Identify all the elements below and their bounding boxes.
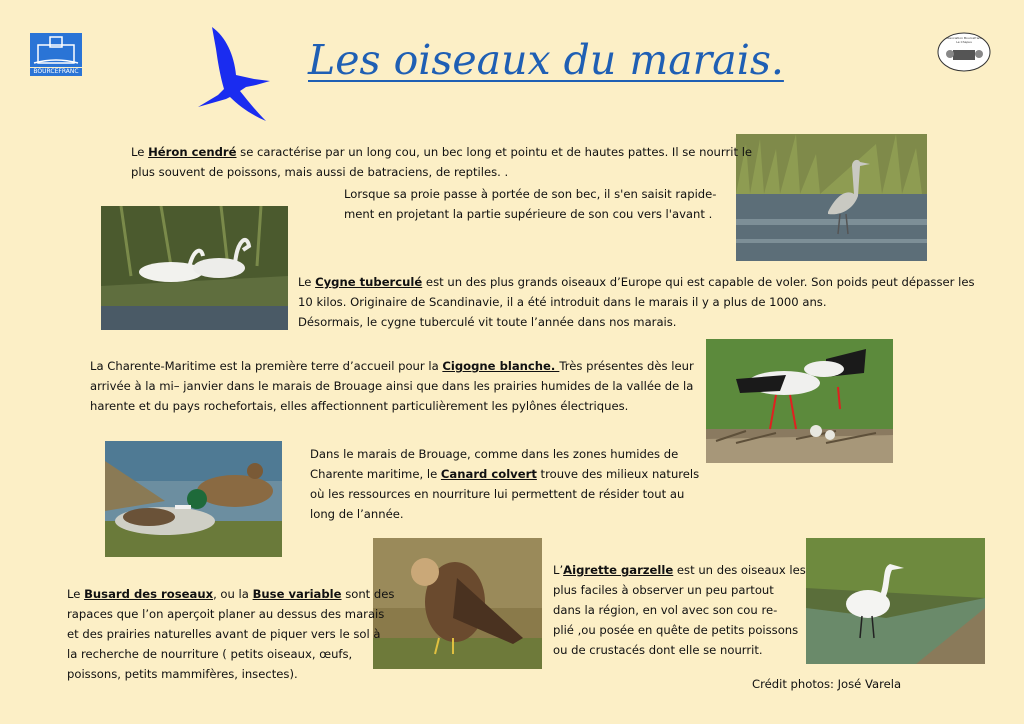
egret-paragraph: L’Aigrette garzelle est un des oiseaux les plus faciles à observer un peu partout dans la région, en vol avec son cou re- plié ,ou posée en quête de petits poissons ou de crustacés dont elle se nourrit.	[553, 563, 806, 657]
heron-paragraph-cont: Lorsque sa proie passe à portée de son bec, il s'en saisit rapide- ment en projetant la partie supérieure de son cou vers l'avant .	[344, 187, 717, 221]
stork-name: Cigogne blanche.	[442, 359, 560, 373]
town-logo-text: BOURCEFRANC	[33, 68, 79, 75]
page-title: Les oiseaux du marais.	[308, 36, 784, 84]
duck-photo	[105, 441, 282, 557]
town-logo	[30, 33, 82, 77]
heron-paragraph: Le Héron cendré se caractérise par un long cou, un bec long et pointu et de hautes pattes. Il se nourrit le plus souvent de poissons, mais aussi de batraciens, de reptiles. .	[131, 145, 753, 179]
association-logo	[937, 32, 991, 72]
harrier-photo	[373, 538, 542, 669]
photo-credit: Crédit photos: José Varela	[752, 677, 902, 691]
harrier-paragraph: Le Busard des roseaux, ou la Buse variable sont des rapaces que l’on aperçoit planer au dessus des marais et des prairies naturelles avant de piquer vers le sol à la recherche de nourriture ( petits oiseaux, œufs, poissons, petits mammifères, insectes).	[67, 587, 395, 681]
harrier-name: Busard des roseaux	[84, 587, 214, 601]
duck-paragraph: Dans le marais de Brouage, comme dans les zones humides de Charente maritime, le Canard colvert trouve des milieux naturels où les ressources en nourriture lui permettent de résider tout au long de l’année.	[310, 447, 700, 521]
stork-paragraph: La Charente-Maritime est la première terre d’accueil pour la Cigogne blanche. Très présentes dès leur arrivée à la mi– janvier dans le marais de Brouage ainsi que dans les prairies humides de la vallée de la harente et du pays rochefortais, elles affectionnent particulièrement les pylônes électriques.	[90, 359, 694, 413]
heron-name: Héron cendré	[148, 145, 237, 159]
egret-name: Aigrette garzelle	[563, 563, 674, 577]
association-logo-text: Association Bourcefranc Le Chapus	[945, 36, 983, 44]
heron-photo	[736, 134, 927, 261]
buzzard-name: Buse variable	[252, 587, 342, 601]
duck-name: Canard colvert	[440, 467, 537, 481]
swan-name: Cygne tuberculé	[315, 275, 423, 289]
swan-paragraph: Le Cygne tuberculé est un des plus grands oiseaux d’Europe qui est capable de voler. Son poids peut dépasser les 10 kilos. Originaire de Scandinavie, il a été introduit dans le marais il y a plus de 1000 ans. Désormais, le cygne tuberculé vit toute l’année dans nos marais.	[298, 275, 975, 329]
flying-heron-icon	[196, 27, 272, 123]
stork-photo	[706, 339, 893, 463]
swan-photo	[101, 206, 288, 330]
egret-photo	[806, 538, 985, 664]
